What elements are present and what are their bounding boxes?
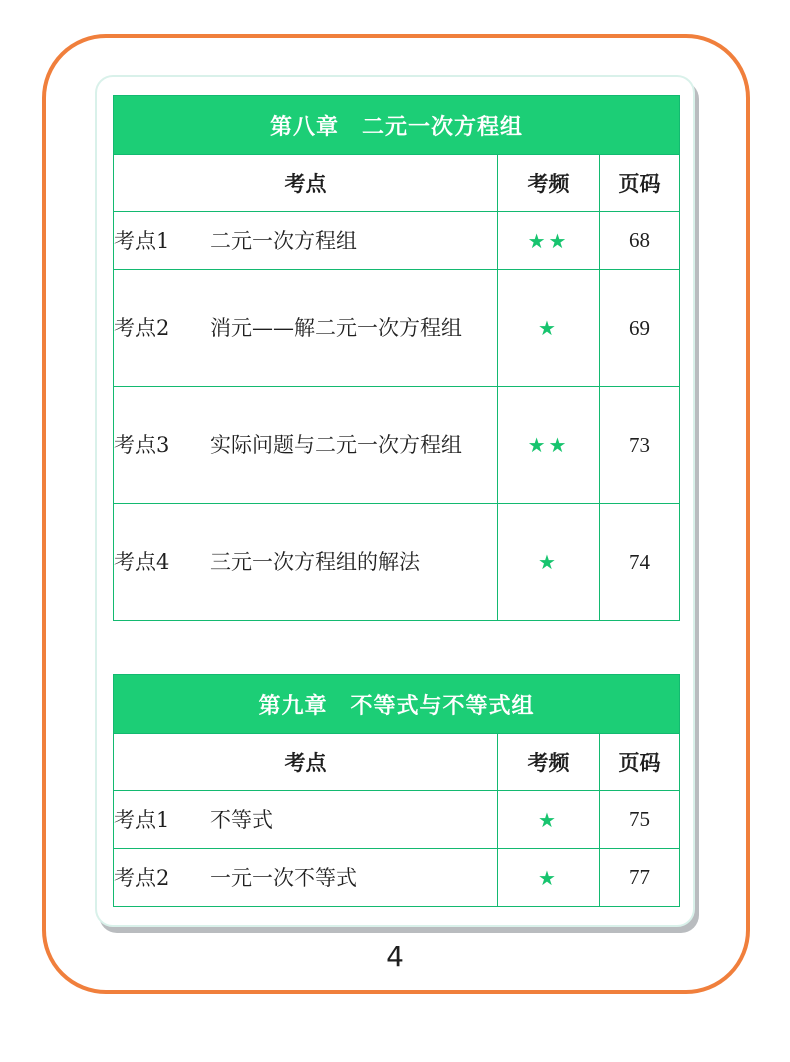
topic-cell (114, 212, 498, 270)
topic-cell (114, 504, 498, 621)
frequency-stars: ★★ (498, 212, 600, 270)
point-label: 考点2 (114, 316, 170, 340)
topic-cell (114, 849, 498, 907)
chapter-title: 第八章 二元一次方程组 (114, 96, 680, 155)
page-ref: 69 (600, 270, 680, 387)
page-ref: 74 (600, 504, 680, 621)
page-ref: 68 (600, 212, 680, 270)
point-topic: 三元一次方程组的解法 (210, 550, 420, 574)
point-label: 考点4 (114, 550, 170, 574)
chapter-8-table (113, 95, 680, 621)
chapter-9-table (113, 674, 680, 907)
page-ref: 77 (600, 849, 680, 907)
point-topic: 实际问题与二元一次方程组 (210, 433, 462, 457)
point-topic: 一元一次不等式 (210, 865, 357, 890)
col-header-point: 考点 (114, 734, 498, 791)
col-header-point: 考点 (114, 155, 498, 212)
point-topic: 二元一次方程组 (210, 228, 357, 253)
col-header-freq: 考频 (498, 734, 600, 791)
table-row (114, 849, 680, 907)
col-header-freq: 考频 (498, 155, 600, 212)
table-row (114, 212, 680, 270)
col-header-page: 页码 (600, 734, 680, 791)
topic-cell (114, 270, 498, 387)
col-header-page: 页码 (600, 155, 680, 212)
frequency-stars: ★★ (498, 387, 600, 504)
page-ref: 73 (600, 387, 680, 504)
chapter-title: 第九章 不等式与不等式组 (114, 675, 680, 734)
table-row (114, 270, 680, 387)
frequency-stars: ★ (498, 270, 600, 387)
page-ref: 75 (600, 791, 680, 849)
table-row (114, 791, 680, 849)
table-row (114, 504, 680, 621)
frequency-stars: ★ (498, 504, 600, 621)
point-label: 考点1 (114, 807, 170, 832)
point-topic: 不等式 (210, 807, 273, 832)
page-number: 4 (386, 940, 404, 973)
frequency-stars: ★ (498, 849, 600, 907)
point-label: 考点2 (114, 865, 170, 890)
point-label: 考点3 (114, 433, 170, 457)
point-topic: 消元——解二元一次方程组 (210, 316, 462, 340)
topic-cell (114, 791, 498, 849)
point-label: 考点1 (114, 228, 170, 253)
table-row (114, 387, 680, 504)
frequency-stars: ★ (498, 791, 600, 849)
topic-cell (114, 387, 498, 504)
